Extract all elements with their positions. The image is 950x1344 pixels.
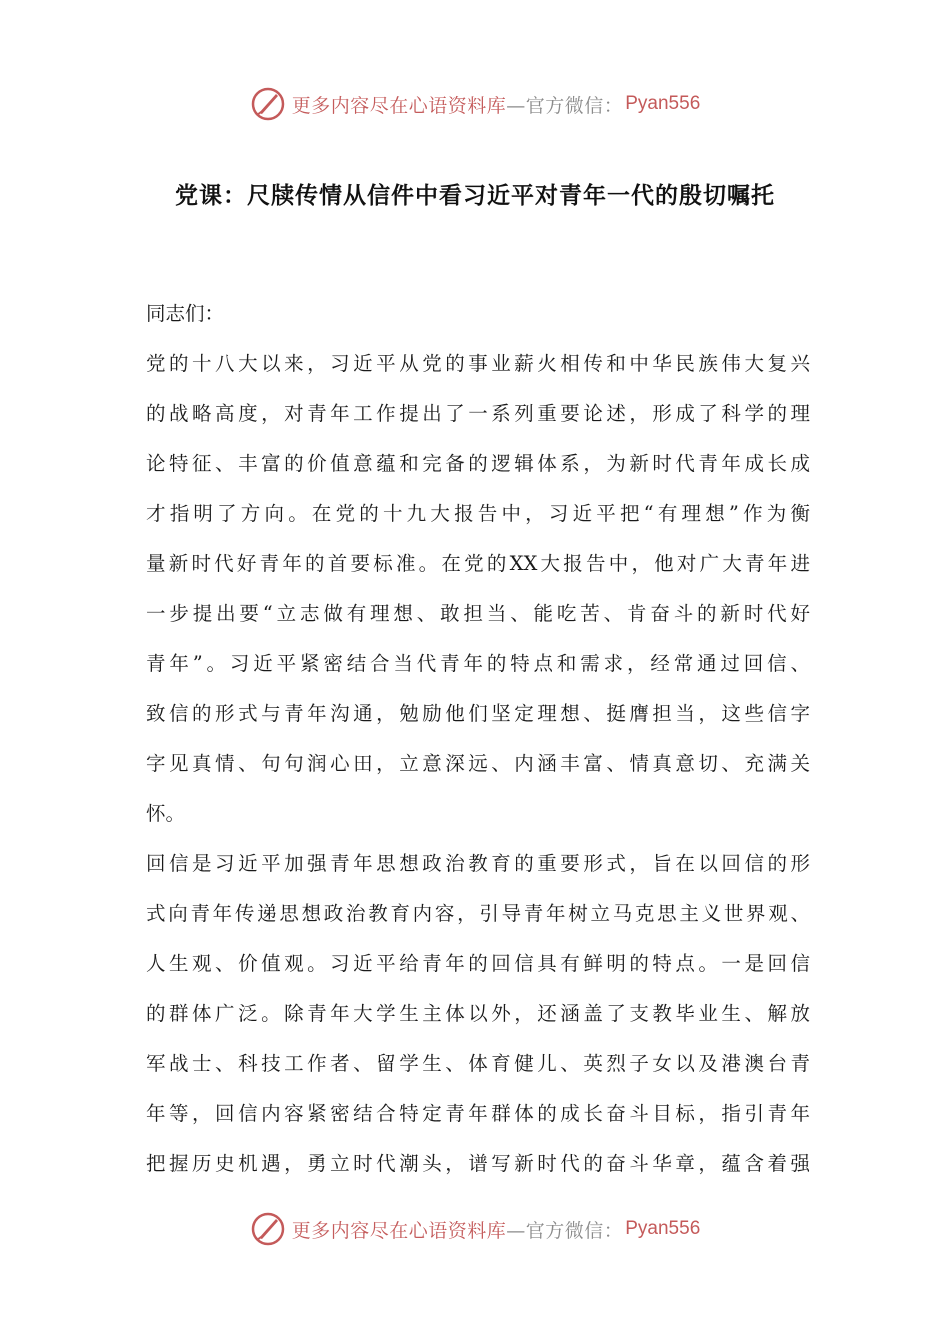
watermark-wechat-id: Pyan556	[625, 93, 701, 114]
text-line: 字见真情、句句润心田，立意深远、内涵丰富、情真意切、充满关	[146, 752, 810, 775]
text-line: 回信是习近平加强青年思想政治教育的重要形式，旨在以回信的形	[146, 852, 810, 875]
quill-pen-icon	[250, 86, 286, 122]
document-body	[146, 289, 810, 1189]
text-line: 致信的形式与青年沟通，勉励他们坚定理想、挺膺担当，这些信字	[146, 702, 810, 725]
header-watermark	[0, 82, 950, 126]
text-line: 论特征、丰富的价值意蕴和完备的逻辑体系，为新时代青年成长成	[146, 452, 810, 475]
watermark-brand: 更多内容尽在心语资料库	[291, 1219, 507, 1242]
text-line: 把握历史机遇，勇立时代潮头，谱写新时代的奋斗华章，蕴含着强	[146, 1152, 810, 1175]
watermark-brand: 更多内容尽在心语资料库	[291, 94, 507, 117]
text-line: 怀。	[146, 802, 186, 825]
quill-pen-icon	[250, 1211, 286, 1247]
text-line: 人生观、价值观。习近平给青年的回信具有鲜明的特点。一是回信	[146, 952, 810, 975]
text-line: 式向青年传递思想政治教育内容，引导青年树立马克思主义世界观、	[146, 902, 810, 925]
text-line: 的战略高度，对青年工作提出了一系列重要论述，形成了科学的理	[146, 402, 810, 425]
watermark-wechat-id: Pyan556	[625, 1218, 701, 1239]
document-title: 党课：尺牍传情从信件中看习近平对青年一代的殷切嘱托	[175, 183, 775, 209]
text-line: 军战士、科技工作者、留学生、体育健儿、英烈子女以及港澳台青	[146, 1052, 810, 1075]
text-line: 一步提出要“立志做有理想、敢担当、能吃苦、肯奋斗的新时代好	[146, 602, 810, 625]
paragraph-2	[146, 839, 810, 1189]
text-line: 才指明了方向。在党的十九大报告中，习近平把“有理想”作为衡	[146, 502, 810, 525]
text-line: 党的十八大以来，习近平从党的事业薪火相传和中华民族伟大复兴	[146, 352, 810, 375]
watermark-separator: —官方微信：	[506, 1219, 624, 1242]
text-line: 青年”。习近平紧密结合当代青年的特点和需求，经常通过回信、	[146, 652, 810, 675]
text-line: 的群体广泛。除青年大学生主体以外，还涵盖了支教毕业生、解放	[146, 1002, 810, 1025]
paragraph-1	[146, 339, 810, 839]
watermark-separator: —官方微信：	[506, 94, 624, 117]
footer-watermark	[0, 1207, 950, 1251]
text-line: 年等，回信内容紧密结合特定青年群体的成长奋斗目标，指引青年	[146, 1102, 810, 1125]
greeting: 同志们：	[146, 302, 225, 325]
text-line: 量新时代好青年的首要标准。在党的XX大报告中，他对广大青年进	[146, 552, 810, 575]
